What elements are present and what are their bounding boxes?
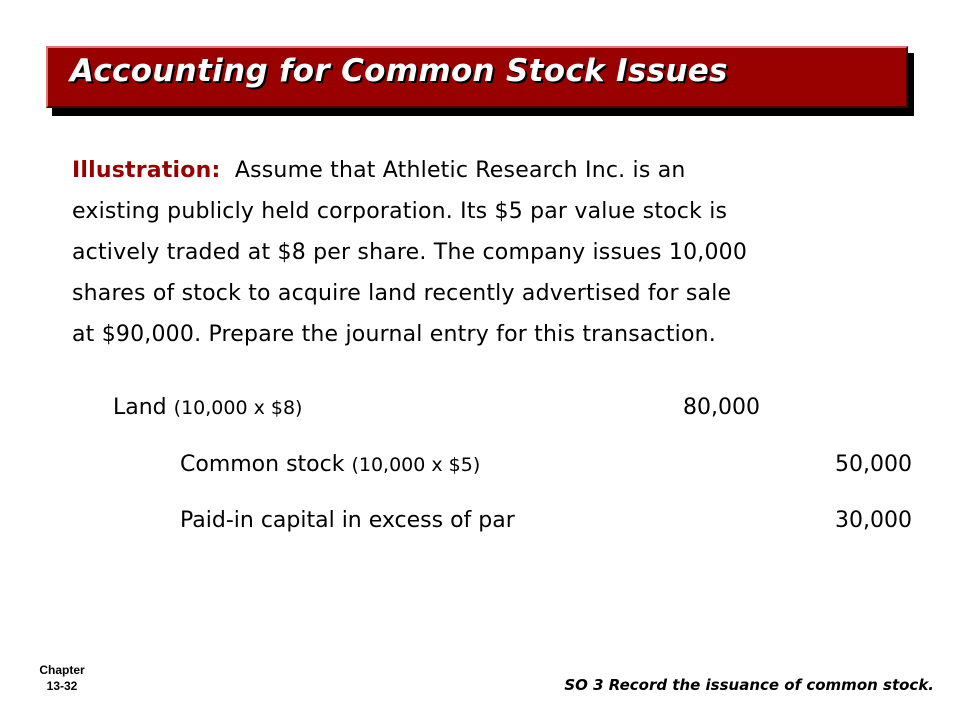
credit-account-2: Paid-in capital in excess of par <box>180 508 515 533</box>
illustration-line-2: existing publicly held corporation. Its $5 par value stock is <box>72 199 728 224</box>
chapter-label <box>30 662 94 694</box>
journal-credit-line-1 <box>180 452 480 477</box>
chapter-number: 13-32 <box>46 679 78 693</box>
credit-account-1: Common stock <box>180 452 345 477</box>
illustration-line-3: actively traded at $8 per share. The company issues 10,000 <box>72 240 748 265</box>
journal-debit-line <box>113 395 302 420</box>
debit-account: Land <box>113 395 167 420</box>
credit-calc-1: (10,000 x $5) <box>351 454 481 476</box>
study-objective: SO 3 Record the issuance of common stock. <box>564 676 934 694</box>
illustration-line-4: shares of stock to acquire land recently advertised for sale <box>72 281 732 306</box>
slide-title: Accounting for Common Stock Issues <box>70 53 728 89</box>
illustration-line-5: at $90,000. Prepare the journal entry for this transaction. <box>72 322 716 347</box>
credit-amount-1: 50,000 <box>835 452 912 477</box>
illustration-line-1 <box>72 150 932 191</box>
chapter-label-text: Chapter <box>39 663 85 677</box>
illustration-paragraph <box>72 150 932 355</box>
journal-credit-line-2 <box>180 508 515 533</box>
debit-amount: 80,000 <box>683 395 760 420</box>
debit-calc: (10,000 x $8) <box>173 397 303 419</box>
illustration-text-1: Assume that Athletic Research Inc. is an <box>234 158 686 183</box>
credit-amount-2: 30,000 <box>835 508 912 533</box>
illustration-label: Illustration: <box>72 158 221 183</box>
